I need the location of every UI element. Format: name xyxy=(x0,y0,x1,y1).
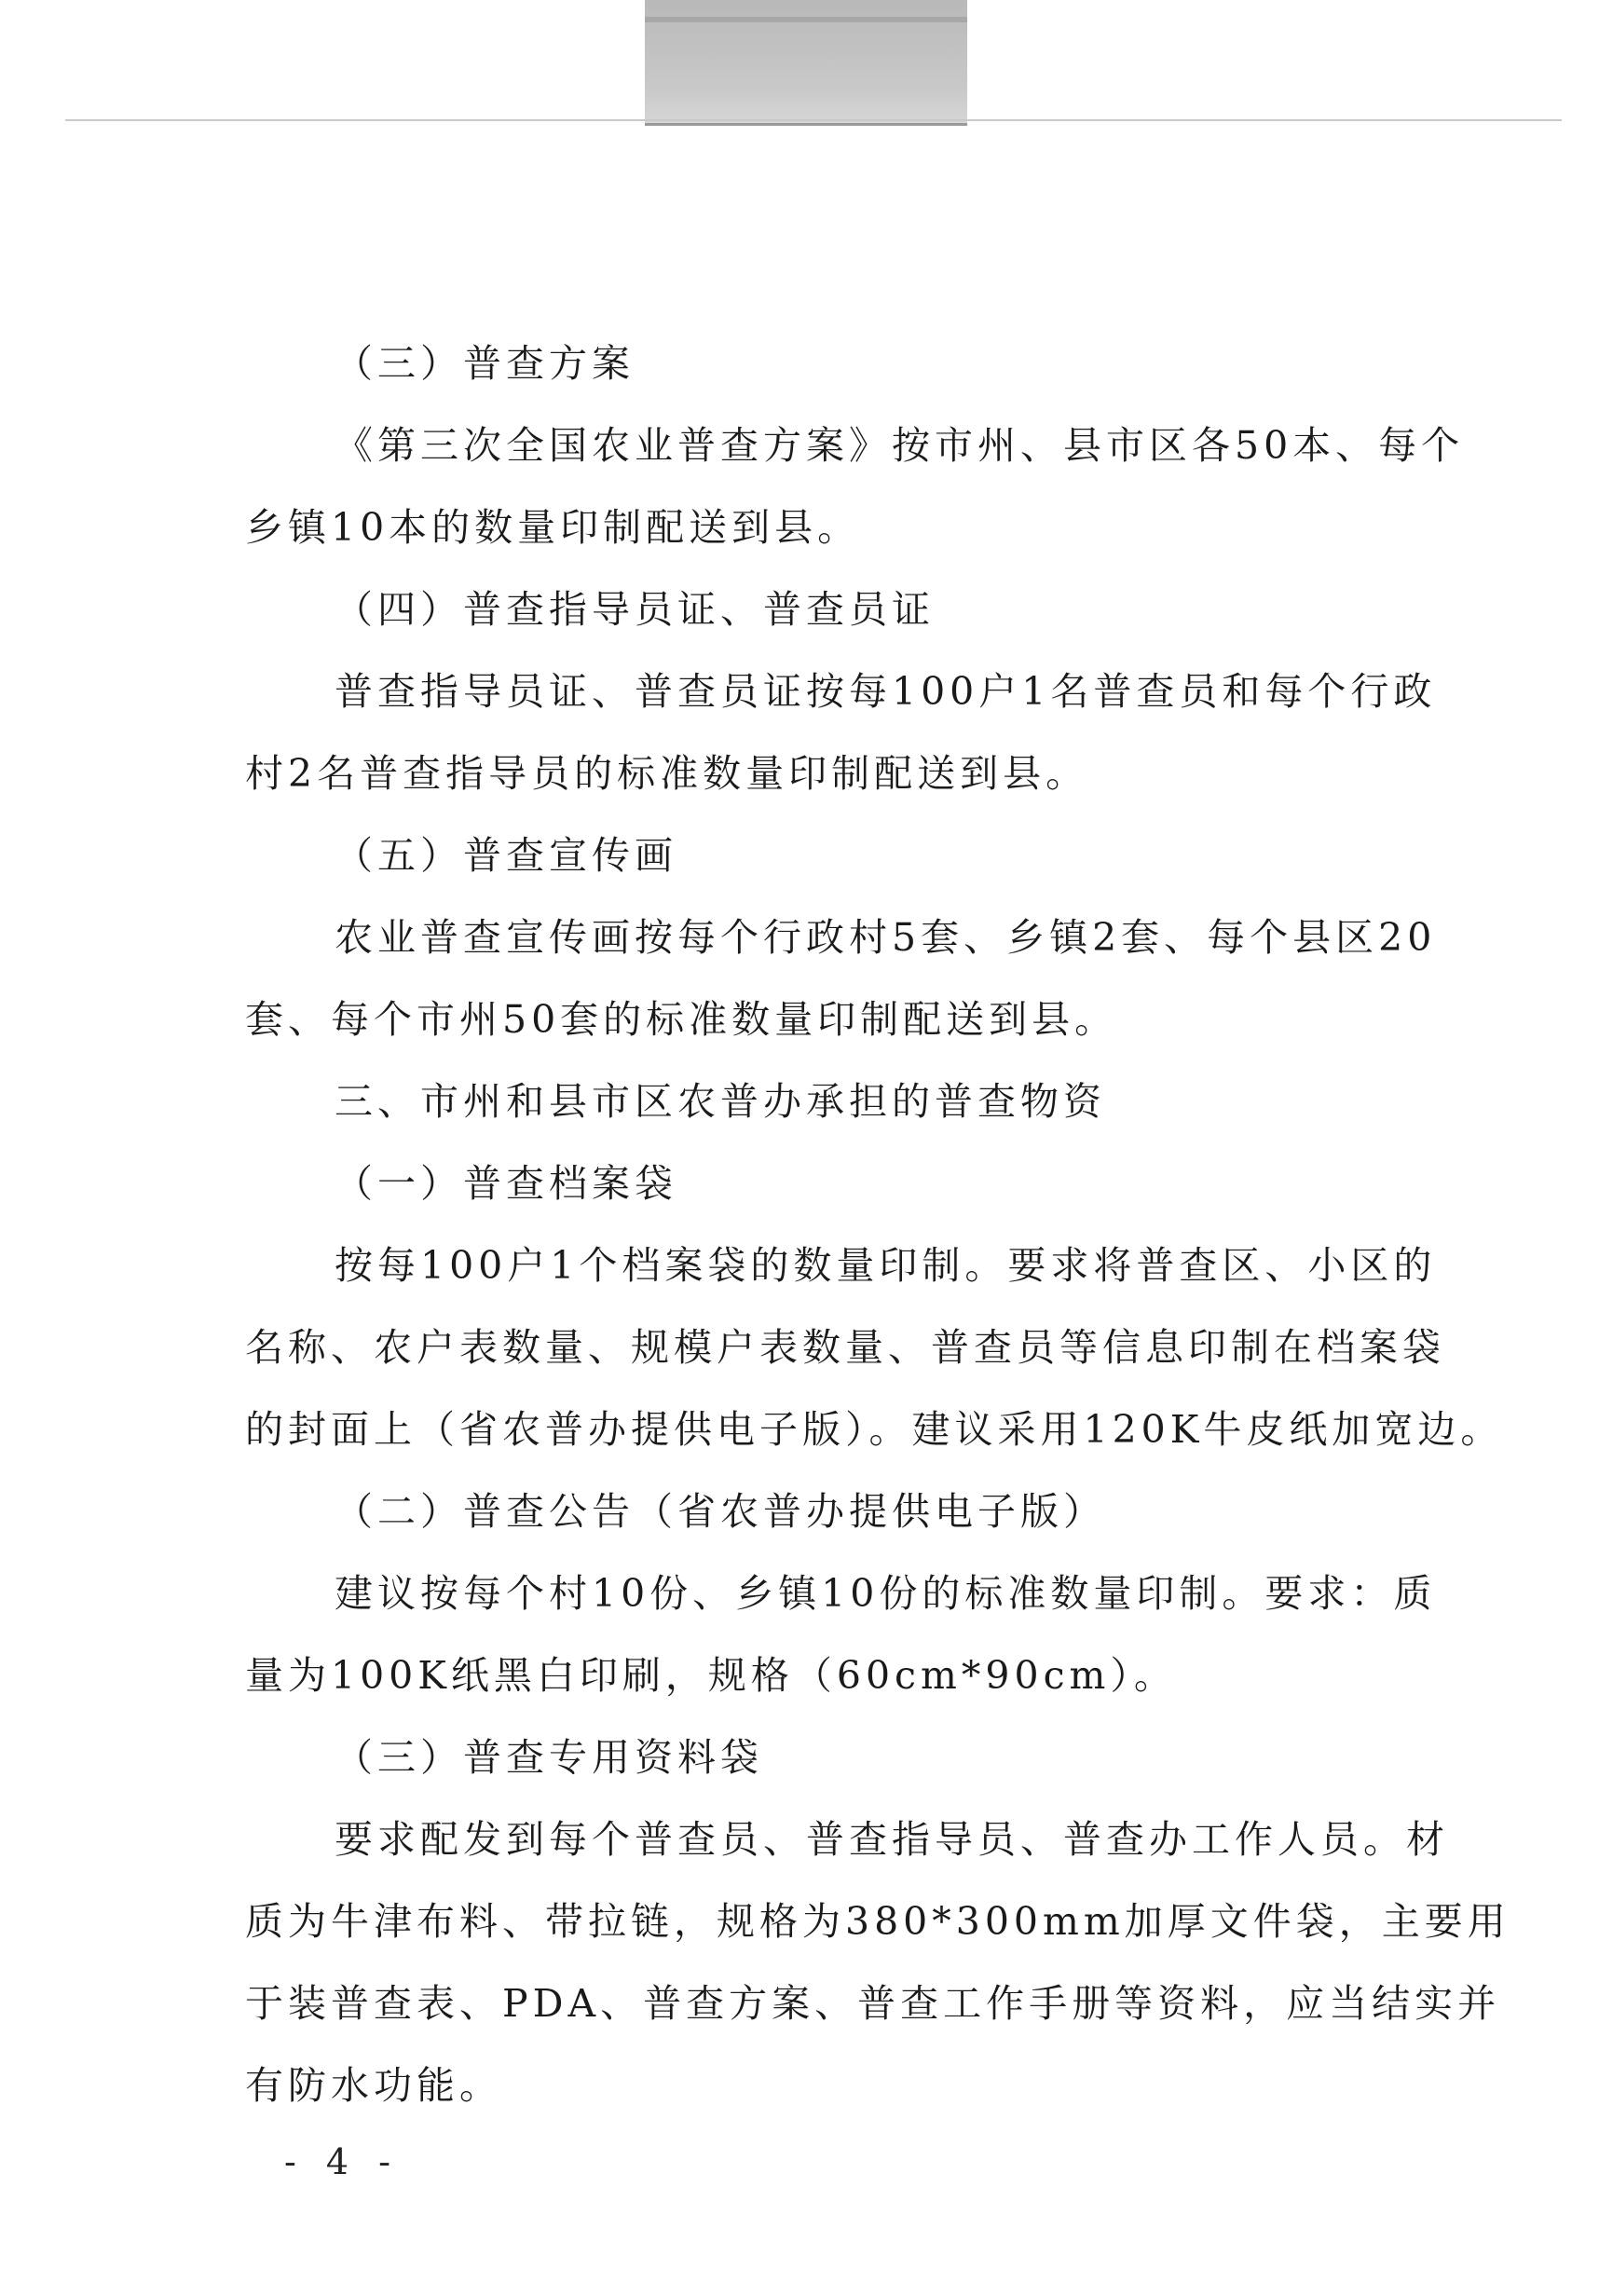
paragraph-line: 套、每个市州50套的标准数量印制配送到县。 xyxy=(245,997,1118,1042)
paragraph-line: 于装普查表、PDA、普查方案、普查工作手册等资料，应当结实并 xyxy=(245,1981,1501,2026)
paragraph-line: 按每100户1个档案袋的数量印制。要求将普查区、小区的 xyxy=(335,1243,1437,1288)
paragraph-line: 普查指导员证、普查员证按每100户1名普查员和每个行政 xyxy=(335,669,1437,714)
heading-4-certificates: （四）普查指导员证、普查员证 xyxy=(335,587,935,632)
paragraph-line: 要求配发到每个普查员、普查指导员、普查办工作人员。材 xyxy=(335,1817,1449,1862)
paragraph-line: 乡镇10本的数量印制配送到县。 xyxy=(245,505,861,550)
heading-5-posters: （五）普查宣传画 xyxy=(335,833,677,878)
document-body xyxy=(245,322,1510,2126)
paragraph-line: 质为牛津布料、带拉链，规格为380*300mm加厚文件袋，主要用 xyxy=(245,1899,1510,1944)
paragraph-line: 村2名普查指导员的标准数量印制配送到县。 xyxy=(245,751,1089,796)
page-number: - 4 - xyxy=(284,2141,401,2182)
scanner-clip-shadow xyxy=(645,0,967,126)
paragraph-line: 名称、农户表数量、规模户表数量、普查员等信息印制在档案袋 xyxy=(245,1325,1445,1370)
heading-1-archive-bag: （一）普查档案袋 xyxy=(335,1161,677,1206)
paragraph-line: 《第三次全国农业普查方案》按市州、县市区各50本、每个 xyxy=(335,423,1465,468)
heading-3-plan: （三）普查方案 xyxy=(335,341,635,386)
scanner-edge-line xyxy=(65,119,1562,121)
paragraph-line: 建议按每个村10份、乡镇10份的标准数量印制。要求：质 xyxy=(335,1571,1437,1616)
paragraph-line: 有防水功能。 xyxy=(245,2063,502,2108)
section-3-heading: 三、市州和县市区农普办承担的普查物资 xyxy=(335,1079,1106,1124)
paragraph-line: 量为100K纸黑白印刷，规格（60cm*90cm）。 xyxy=(245,1653,1177,1698)
paragraph-line: 的封面上（省农普办提供电子版）。建议采用120K牛皮纸加宽边。 xyxy=(245,1407,1504,1452)
paragraph-line: 农业普查宣传画按每个行政村5套、乡镇2套、每个县区20 xyxy=(335,915,1437,960)
heading-3-material-bag: （三）普查专用资料袋 xyxy=(335,1735,763,1780)
heading-2-announcement: （二）普查公告（省农普办提供电子版） xyxy=(335,1489,1106,1534)
